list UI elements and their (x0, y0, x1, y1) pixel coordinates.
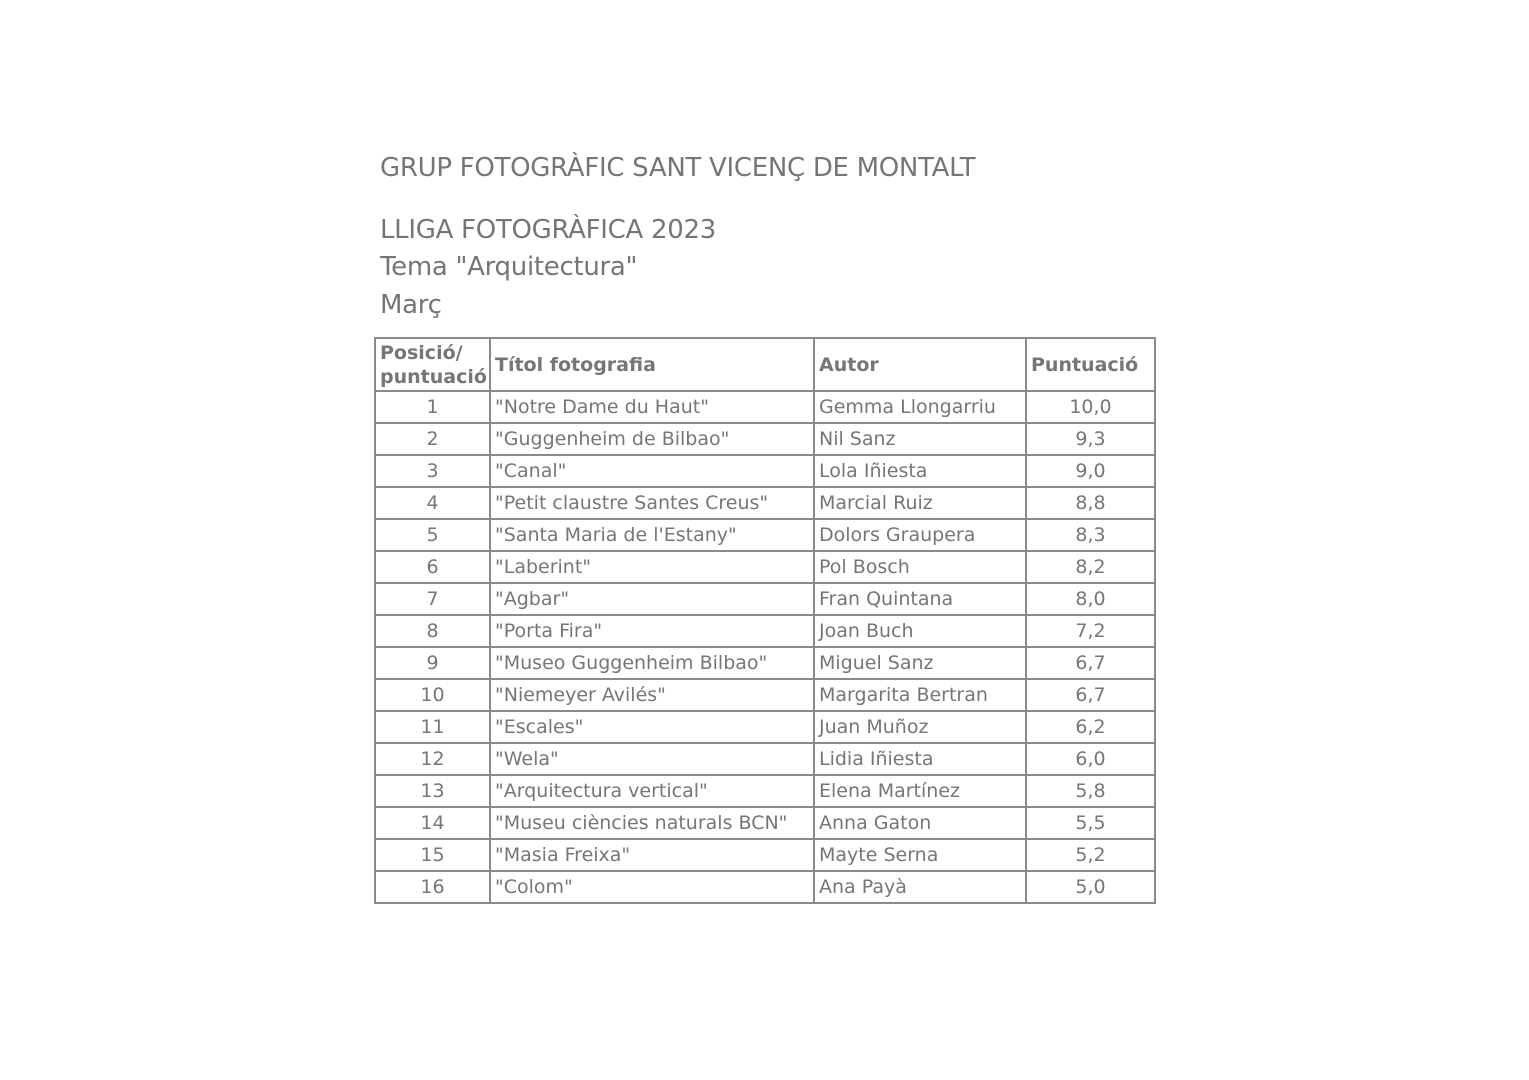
cell-author: Joan Buch (814, 615, 1026, 647)
cell-title: "Wela" (490, 743, 814, 775)
cell-score: 5,5 (1026, 807, 1155, 839)
cell-position: 12 (375, 743, 490, 775)
column-header-author: Autor (814, 338, 1026, 391)
table-row (375, 423, 1155, 455)
cell-score: 7,2 (1026, 615, 1155, 647)
table-row (375, 487, 1155, 519)
cell-title: "Guggenheim de Bilbao" (490, 423, 814, 455)
cell-title: "Santa Maria de l'Estany" (490, 519, 814, 551)
cell-author: Lidia Iñiesta (814, 743, 1026, 775)
cell-position: 14 (375, 807, 490, 839)
table-row (375, 807, 1155, 839)
cell-score: 8,3 (1026, 519, 1155, 551)
cell-position: 8 (375, 615, 490, 647)
table-header-row (375, 338, 1155, 391)
cell-score: 8,8 (1026, 487, 1155, 519)
cell-score: 8,0 (1026, 583, 1155, 615)
table-row (375, 711, 1155, 743)
table-row (375, 391, 1155, 423)
ranking-table-body (375, 391, 1155, 903)
cell-position: 1 (375, 391, 490, 423)
table-row (375, 615, 1155, 647)
theme-line: Tema "Arquitectura" (380, 252, 638, 282)
cell-position: 16 (375, 871, 490, 903)
month-line: Març (380, 290, 442, 320)
cell-author: Ana Payà (814, 871, 1026, 903)
cell-title: "Niemeyer Avilés" (490, 679, 814, 711)
cell-score: 5,0 (1026, 871, 1155, 903)
cell-title: "Notre Dame du Haut" (490, 391, 814, 423)
organization-title: GRUP FOTOGRÀFIC SANT VICENÇ DE MONTALT (380, 153, 976, 183)
cell-author: Anna Gaton (814, 807, 1026, 839)
cell-score: 8,2 (1026, 551, 1155, 583)
cell-score: 10,0 (1026, 391, 1155, 423)
cell-position: 7 (375, 583, 490, 615)
cell-score: 5,8 (1026, 775, 1155, 807)
table-row (375, 743, 1155, 775)
league-title: LLIGA FOTOGRÀFICA 2023 (380, 215, 716, 245)
cell-author: Mayte Serna (814, 839, 1026, 871)
cell-score: 6,7 (1026, 647, 1155, 679)
column-header-position: Posició/ puntuació (375, 338, 490, 391)
cell-score: 6,2 (1026, 711, 1155, 743)
table-row (375, 551, 1155, 583)
table-row (375, 455, 1155, 487)
cell-author: Pol Bosch (814, 551, 1026, 583)
cell-position: 15 (375, 839, 490, 871)
cell-score: 9,3 (1026, 423, 1155, 455)
column-header-score: Puntuació (1026, 338, 1155, 391)
cell-title: "Museo Guggenheim Bilbao" (490, 647, 814, 679)
cell-score: 5,2 (1026, 839, 1155, 871)
cell-title: "Canal" (490, 455, 814, 487)
cell-title: "Laberint" (490, 551, 814, 583)
cell-position: 13 (375, 775, 490, 807)
cell-author: Fran Quintana (814, 583, 1026, 615)
cell-title: "Porta Fira" (490, 615, 814, 647)
cell-title: "Masia Freixa" (490, 839, 814, 871)
table-row (375, 647, 1155, 679)
cell-title: "Museu ciències naturals BCN" (490, 807, 814, 839)
table-row (375, 679, 1155, 711)
cell-position: 11 (375, 711, 490, 743)
cell-title: "Agbar" (490, 583, 814, 615)
cell-author: Nil Sanz (814, 423, 1026, 455)
cell-author: Elena Martínez (814, 775, 1026, 807)
cell-title: "Arquitectura vertical" (490, 775, 814, 807)
column-header-title: Títol fotografia (490, 338, 814, 391)
table-row (375, 775, 1155, 807)
cell-position: 9 (375, 647, 490, 679)
cell-author: Juan Muñoz (814, 711, 1026, 743)
ranking-table (374, 337, 1156, 904)
cell-score: 9,0 (1026, 455, 1155, 487)
table-row (375, 519, 1155, 551)
cell-title: "Petit claustre Santes Creus" (490, 487, 814, 519)
cell-title: "Colom" (490, 871, 814, 903)
cell-author: Marcial Ruiz (814, 487, 1026, 519)
table-row (375, 839, 1155, 871)
cell-score: 6,0 (1026, 743, 1155, 775)
cell-author: Margarita Bertran (814, 679, 1026, 711)
cell-position: 2 (375, 423, 490, 455)
cell-position: 6 (375, 551, 490, 583)
cell-position: 10 (375, 679, 490, 711)
cell-title: "Escales" (490, 711, 814, 743)
table-row (375, 871, 1155, 903)
cell-author: Lola Iñiesta (814, 455, 1026, 487)
cell-author: Gemma Llongarriu (814, 391, 1026, 423)
cell-position: 5 (375, 519, 490, 551)
cell-score: 6,7 (1026, 679, 1155, 711)
cell-author: Dolors Graupera (814, 519, 1026, 551)
cell-position: 4 (375, 487, 490, 519)
cell-author: Miguel Sanz (814, 647, 1026, 679)
cell-position: 3 (375, 455, 490, 487)
table-row (375, 583, 1155, 615)
